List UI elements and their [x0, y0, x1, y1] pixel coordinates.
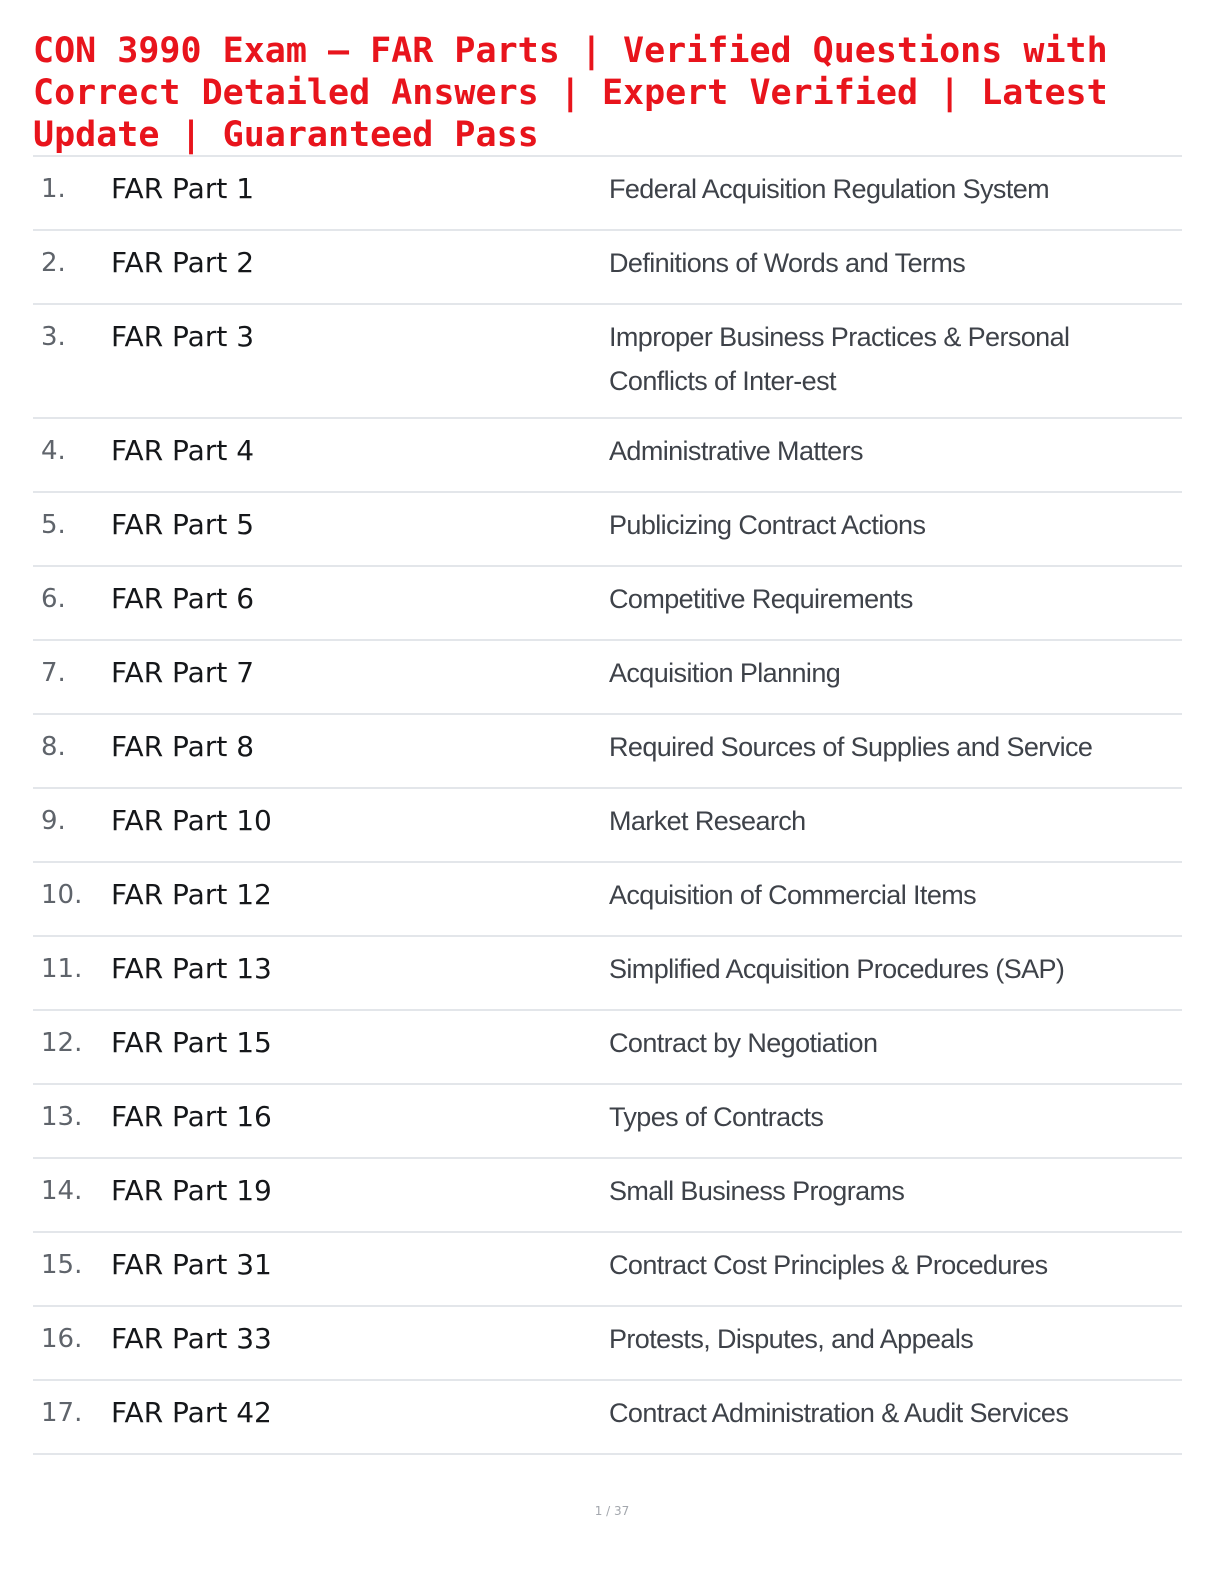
item-term: FAR Part 16 [111, 1100, 272, 1133]
item-definition: Contract Cost Principles & Procedures [609, 1250, 1048, 1280]
flashcard-list [33, 155, 1182, 1455]
item-number: 6. [41, 584, 66, 614]
item-term: FAR Part 31 [111, 1248, 272, 1281]
item-number: 11. [41, 954, 83, 984]
item-number: 12. [41, 1028, 83, 1058]
item-number: 4. [41, 436, 66, 466]
item-number: 7. [41, 658, 66, 688]
item-term: FAR Part 5 [111, 508, 255, 541]
flashcard-row [33, 789, 1182, 863]
item-number: 2. [41, 248, 66, 278]
item-term: FAR Part 15 [111, 1026, 272, 1059]
item-definition: Market Research [609, 806, 806, 836]
flashcard-row [33, 1085, 1182, 1159]
item-term: FAR Part 33 [111, 1322, 272, 1355]
item-number: 1. [41, 174, 66, 204]
item-term: FAR Part 10 [111, 804, 272, 837]
item-number: 10. [41, 880, 83, 910]
flashcard-row [33, 863, 1182, 937]
item-definition: Contract Administration & Audit Services [609, 1398, 1069, 1428]
item-term: FAR Part 6 [111, 582, 255, 615]
flashcard-row [33, 1233, 1182, 1307]
item-definition: Contract by Negotiation [609, 1028, 878, 1058]
flashcard-row [33, 715, 1182, 789]
document-title: CON 3990 Exam – FAR Parts | Verified Questions with Correct Detailed Answers | Expert Verified | Latest Update | Guaranteed Pass [33, 31, 1108, 155]
item-term: FAR Part 4 [111, 434, 255, 467]
item-term: FAR Part 8 [111, 730, 255, 763]
item-term: FAR Part 19 [111, 1174, 272, 1207]
item-number: 13. [41, 1102, 83, 1132]
item-number: 3. [41, 322, 66, 352]
item-number: 17. [41, 1398, 83, 1428]
item-number: 5. [41, 510, 66, 540]
item-definition: Acquisition Planning [609, 658, 841, 688]
item-term: FAR Part 7 [111, 656, 255, 689]
item-definition: Types of Contracts [609, 1102, 824, 1132]
item-term: FAR Part 2 [111, 246, 255, 279]
item-definition: Federal Acquisition Regulation System [609, 174, 1050, 204]
flashcard-row [33, 1307, 1182, 1381]
flashcard-row [33, 937, 1182, 1011]
flashcard-row [33, 567, 1182, 641]
page-number: 1 / 37 [594, 1504, 630, 1518]
item-definition: Publicizing Contract Actions [609, 510, 926, 540]
flashcard-row [33, 641, 1182, 715]
item-definition: Simplified Acquisition Procedures (SAP) [609, 954, 1065, 984]
item-definition: Protests, Disputes, and Appeals [609, 1324, 974, 1354]
item-definition: Administrative Matters [609, 436, 863, 466]
item-term: FAR Part 12 [111, 878, 272, 911]
item-term: FAR Part 3 [111, 320, 255, 353]
flashcard-row [33, 419, 1182, 493]
item-definition: Small Business Programs [609, 1176, 905, 1206]
item-definition: Definitions of Words and Terms [609, 248, 966, 278]
item-number: 14. [41, 1176, 83, 1206]
item-definition: Acquisition of Commercial Items [609, 880, 977, 910]
item-definition: Competitive Requirements [609, 584, 913, 614]
flashcard-row [33, 493, 1182, 567]
item-number: 16. [41, 1324, 83, 1354]
item-term: FAR Part 42 [111, 1396, 272, 1429]
item-number: 15. [41, 1250, 83, 1280]
flashcard-row [33, 231, 1182, 305]
item-number: 9. [41, 806, 66, 836]
item-definition: Improper Business Practices & Personal Conflicts of Inter-est [609, 322, 1070, 396]
item-term: FAR Part 1 [111, 172, 255, 205]
flashcard-row [33, 1381, 1182, 1455]
flashcard-row [33, 305, 1182, 419]
item-definition: Required Sources of Supplies and Service [609, 732, 1093, 762]
item-number: 8. [41, 732, 66, 762]
flashcard-row [33, 1011, 1182, 1085]
flashcard-row [33, 157, 1182, 231]
flashcard-row [33, 1159, 1182, 1233]
item-term: FAR Part 13 [111, 952, 272, 985]
